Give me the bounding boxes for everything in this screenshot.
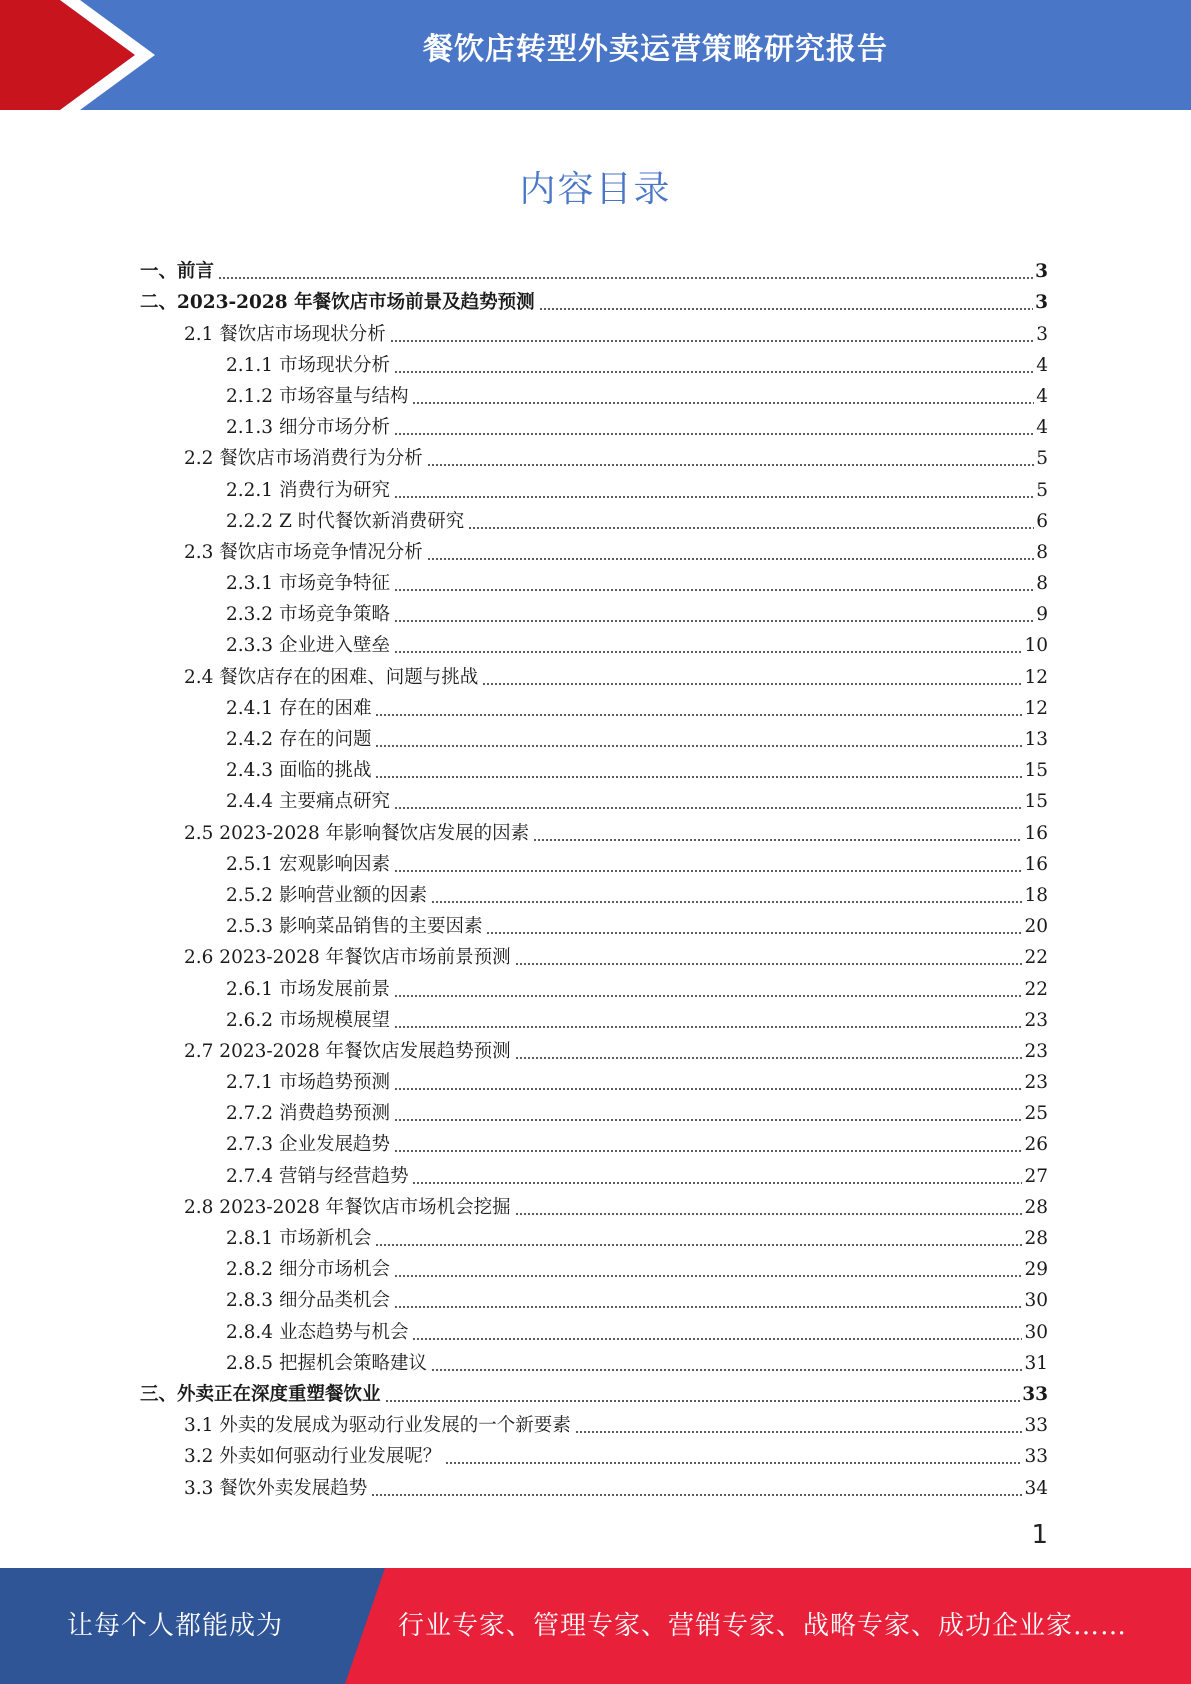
toc-entry-title: 2.8.3 细分品类机会 [226,1290,390,1312]
toc-entry[interactable] [140,1439,1048,1470]
toc-entry-title: 2.8.1 市场新机会 [226,1228,372,1249]
toc-entry[interactable] [140,753,1048,784]
toc-entry[interactable] [140,1221,1048,1252]
toc-entry-page: 5 [1036,479,1048,501]
toc-entry[interactable] [140,659,1048,690]
toc-dot-leader [394,1026,1022,1028]
toc-entry[interactable] [140,379,1048,410]
toc-entry-page: 23 [1024,1072,1048,1094]
toc-entry-page: 3 [1035,261,1048,283]
toc-dot-leader [394,1119,1022,1121]
toc-entry[interactable] [140,878,1048,909]
toc-entry-title: 2.6 2023-2028 年餐饮店市场前景预测 [184,947,511,969]
page-number: 1 [1031,1520,1048,1550]
toc-entry-page: 23 [1024,1040,1048,1062]
toc-entry-page: 28 [1024,1196,1048,1218]
toc-entry[interactable] [140,1158,1048,1189]
toc-entry-page: 30 [1024,1321,1048,1343]
toc-dot-leader [575,1431,1023,1433]
toc-entry[interactable] [140,1190,1048,1221]
toc-entry[interactable] [140,971,1048,1002]
toc-entry-page: 18 [1024,884,1048,906]
toc-entry[interactable] [140,410,1048,441]
toc-entry-page: 33 [1024,1446,1048,1468]
toc-entry[interactable] [140,441,1048,472]
toc-entry-title: 2.1.1 市场现状分析 [226,354,390,376]
toc-dot-leader [431,1369,1022,1371]
toc-entry-title: 2.3 餐饮店市场竞争情况分析 [184,541,423,563]
toc-entry[interactable] [140,815,1048,846]
toc-entry-page: 27 [1024,1165,1048,1187]
toc-entry-title: 2.8.4 业态趋势与机会 [226,1321,409,1343]
toc-entry-title: 2.7 2023-2028 年餐饮店发展趋势预测 [184,1040,511,1062]
header-arrow-red [0,0,135,110]
toc-entry-title: 3.2 外卖如何驱动行业发展呢？ [184,1446,442,1468]
toc-dot-leader [394,433,1034,435]
footer-slogan-right: 行业专家、管理专家、营销专家、战略专家、成功企业家…… [398,1611,1128,1641]
toc-entry[interactable] [140,348,1048,379]
toc-entry-page: 9 [1036,604,1048,626]
table-of-contents [140,254,1048,1502]
toc-dot-leader [427,464,1034,466]
toc-entry-title: 三、外卖正在深度重塑餐饮业 [140,1383,381,1405]
toc-entry-title: 2.2.1 消费行为研究 [226,479,390,501]
toc-entry-page: 4 [1036,417,1048,439]
toc-entry-page: 22 [1024,978,1048,1000]
toc-dot-leader [394,870,1022,872]
toc-dot-leader [375,1244,1022,1246]
toc-entry-title: 2.5.3 影响菜品销售的主要因素 [226,916,483,938]
toc-entry[interactable] [140,628,1048,659]
toc-entry-title: 2.2.2 Z 时代餐饮新消费研究 [226,510,465,532]
toc-dot-leader [394,496,1034,498]
toc-entry-page: 34 [1024,1477,1048,1499]
toc-entry-page: 10 [1024,635,1048,657]
toc-entry[interactable] [140,1096,1048,1127]
toc-entry[interactable] [140,1065,1048,1096]
toc-dot-leader [486,932,1022,934]
toc-entry-title: 2.8 2023-2028 年餐饮店市场机会挖掘 [184,1196,511,1218]
toc-entry-page: 31 [1024,1352,1048,1374]
toc-entry-page: 13 [1024,729,1048,750]
toc-entry-page: 25 [1024,1103,1048,1125]
toc-dot-leader [375,745,1022,747]
toc-entry-title: 2.4.3 面临的挑战 [226,760,372,782]
toc-dot-leader [371,1494,1022,1496]
toc-entry-title: 2.3.2 市场竞争策略 [226,604,390,626]
toc-entry[interactable] [140,691,1048,722]
toc-entry-page: 5 [1036,448,1048,470]
toc-entry-page: 22 [1024,947,1048,969]
toc-dot-leader [394,589,1034,591]
footer-banner [0,1568,1191,1684]
toc-entry-title: 二、2023-2028 年餐饮店市场前景及趋势预测 [140,292,535,314]
toc-entry[interactable] [140,1346,1048,1377]
toc-entry-page: 26 [1024,1134,1048,1156]
toc-entry-page: 28 [1024,1228,1048,1249]
report-header [0,0,1191,110]
toc-dot-leader [394,1275,1022,1277]
toc-entry-page: 8 [1036,573,1048,595]
toc-dot-leader [482,683,1022,685]
toc-entry-page: 6 [1036,510,1048,532]
toc-entry-title: 2.7.2 消费趋势预测 [226,1103,390,1125]
toc-entry-page: 3 [1035,292,1048,314]
toc-dot-leader [515,1057,1023,1059]
toc-dot-leader [515,963,1023,965]
toc-dot-leader [515,1213,1023,1215]
toc-entry[interactable] [140,1408,1048,1439]
toc-entry-page: 16 [1024,853,1048,875]
toc-entry-page: 30 [1024,1290,1048,1312]
toc-entry-title: 2.5.2 影响营业额的因素 [226,884,427,906]
toc-entry[interactable] [140,1283,1048,1314]
toc-entry-title: 2.7.4 营销与经营趋势 [226,1165,409,1187]
toc-entry[interactable] [140,1127,1048,1158]
toc-dot-leader [394,371,1034,373]
toc-entry-title: 2.1 餐饮店市场现状分析 [184,323,386,345]
toc-entry-title: 2.6.1 市场发展前景 [226,978,390,1000]
toc-entry-page: 3 [1036,323,1048,345]
toc-entry-title: 2.3.3 企业进入壁垒 [226,635,390,657]
toc-dot-leader [533,839,1022,841]
toc-dot-leader [375,714,1022,716]
toc-entry-title: 2.6.2 市场规模展望 [226,1009,390,1031]
toc-heading: 内容目录 [519,169,672,210]
toc-entry[interactable] [140,472,1048,503]
toc-entry[interactable] [140,285,1048,316]
toc-dot-leader [394,651,1022,653]
toc-entry-title: 2.1.3 细分市场分析 [226,417,390,439]
toc-entry-title: 一、前言 [140,261,215,283]
toc-entry-title: 3.3 餐饮外卖发展趋势 [184,1477,368,1499]
toc-entry[interactable] [140,722,1048,753]
toc-entry[interactable] [140,1377,1048,1408]
toc-entry-page: 33 [1024,1415,1048,1437]
toc-entry[interactable] [140,535,1048,566]
header-arrow-decoration [0,0,160,110]
toc-entry-title: 2.1.2 市场容量与结构 [226,385,409,407]
toc-dot-leader [468,527,1034,529]
toc-entry-title: 2.8.2 细分市场机会 [226,1259,390,1281]
toc-entry-title: 2.8.5 把握机会策略建议 [226,1352,427,1374]
toc-dot-leader [427,558,1034,560]
toc-dot-leader [375,776,1022,778]
toc-dot-leader [394,1150,1022,1152]
toc-dot-leader [394,620,1034,622]
toc-entry-title: 2.5.1 宏观影响因素 [226,853,390,875]
toc-entry-title: 2.4 餐饮店存在的困难、问题与挑战 [184,666,479,688]
toc-entry-title: 2.4.2 存在的问题 [226,729,372,750]
toc-entry[interactable] [140,1314,1048,1345]
toc-entry[interactable] [140,504,1048,535]
toc-dot-leader [394,1306,1022,1308]
toc-dot-leader [539,308,1034,310]
toc-dot-leader [412,402,1034,404]
toc-entry[interactable] [140,1470,1048,1501]
toc-dot-leader [394,807,1022,809]
toc-entry[interactable] [140,1003,1048,1034]
toc-dot-leader [445,1462,1022,1464]
toc-entry-page: 15 [1024,760,1048,782]
toc-entry-page: 20 [1024,916,1048,938]
toc-dot-leader [385,1400,1021,1402]
toc-entry-title: 2.4.1 存在的困难 [226,697,372,719]
toc-dot-leader [412,1338,1022,1340]
toc-entry-page: 33 [1022,1383,1048,1405]
toc-entry[interactable] [140,1034,1048,1065]
toc-dot-leader [431,901,1022,903]
toc-entry-title: 2.7.3 企业发展趋势 [226,1134,390,1156]
toc-entry[interactable] [140,909,1048,940]
toc-dot-leader [394,995,1022,997]
toc-entry-title: 2.2 餐饮店市场消费行为分析 [184,448,423,470]
toc-dot-leader [394,1088,1022,1090]
toc-entry-title: 2.3.1 市场竞争特征 [226,573,390,595]
toc-entry-page: 15 [1024,791,1048,813]
toc-entry-page: 23 [1024,1009,1048,1031]
toc-entry[interactable] [140,254,1048,285]
toc-entry[interactable] [140,784,1048,815]
toc-entry-title: 2.4.4 主要痛点研究 [226,791,390,813]
toc-dot-leader [412,1182,1022,1184]
toc-entry-page: 4 [1036,385,1048,407]
toc-entry[interactable] [140,847,1048,878]
footer-slogan-left: 让每个人都能成为 [66,1611,283,1641]
toc-entry-title: 3.1 外卖的发展成为驱动行业发展的一个新要素 [184,1415,571,1437]
toc-entry[interactable] [140,316,1048,347]
toc-entry-page: 8 [1036,541,1048,563]
toc-entry-page: 4 [1036,354,1048,376]
toc-entry-page: 12 [1024,697,1048,719]
toc-entry[interactable] [140,1252,1048,1283]
toc-entry[interactable] [140,566,1048,597]
toc-entry-page: 29 [1024,1259,1048,1281]
toc-entry[interactable] [140,597,1048,628]
toc-entry[interactable] [140,940,1048,971]
toc-entry-title: 2.5 2023-2028 年影响餐饮店发展的因素 [184,822,530,844]
toc-entry-page: 16 [1024,822,1048,844]
toc-entry-page: 12 [1024,666,1048,688]
report-title: 餐饮店转型外卖运营策略研究报告 [423,32,888,67]
toc-dot-leader [390,340,1034,342]
toc-entry-title: 2.7.1 市场趋势预测 [226,1072,390,1094]
toc-dot-leader [218,277,1033,279]
